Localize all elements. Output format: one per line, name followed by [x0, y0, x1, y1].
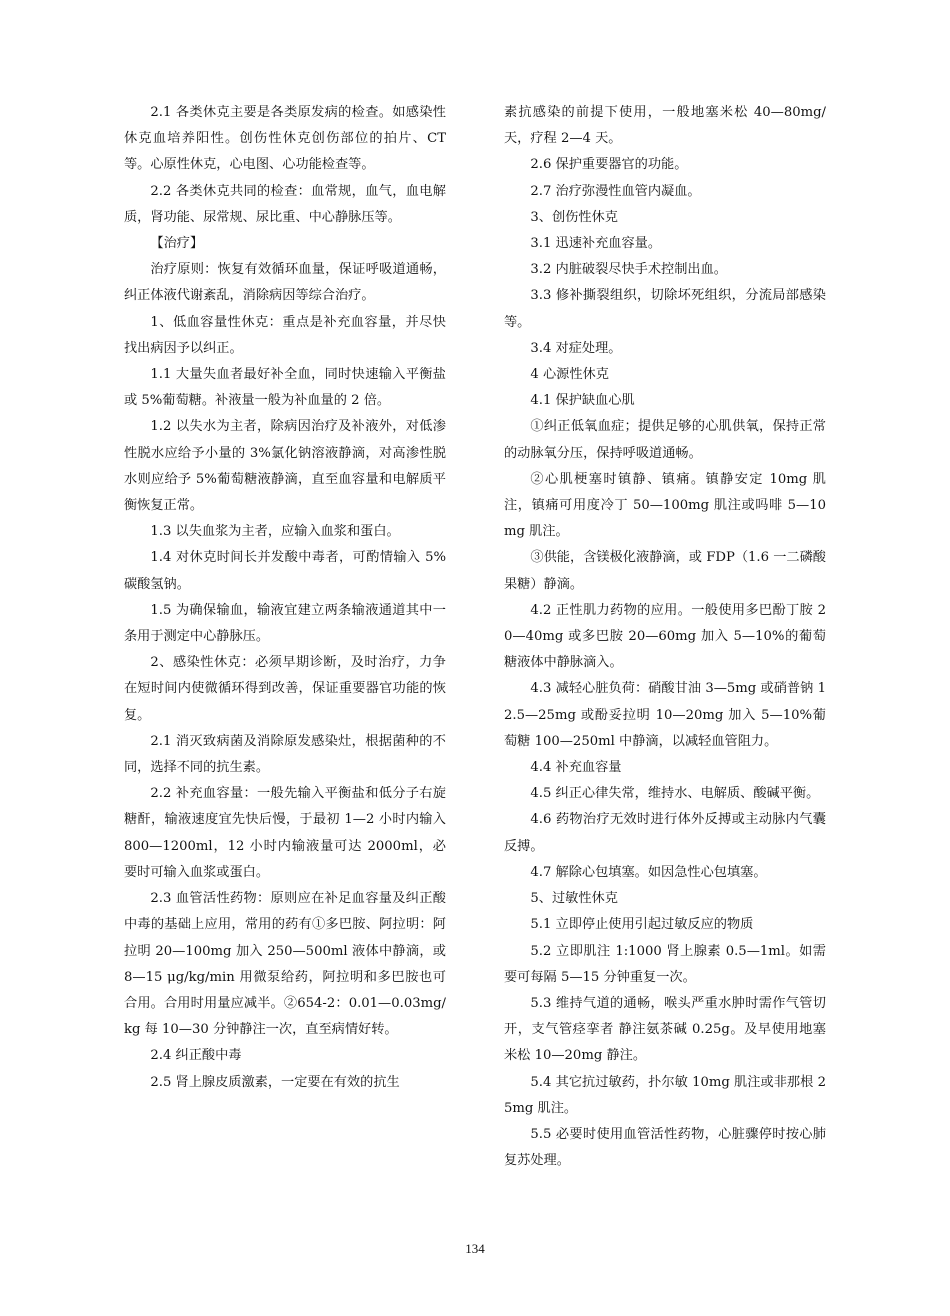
paragraph: 4 心源性休克 — [530, 367, 609, 383]
paragraph: 2、感染性休克：必须早期诊断，及时治疗，力争在短时间内使微循环得到改善，保证重要器官功能的恢复。 — [124, 655, 446, 723]
paragraph: 2.4 纠正酸中毒 — [150, 1048, 242, 1064]
paragraph: 2.7 治疗弥漫性血管内凝血。 — [530, 183, 701, 199]
paragraph: 2.2 补充血容量：一般先输入平衡盐和低分子右旋糖酐，输液速度宜先快后慢，于最初 1—2 小时内输入 800—1200ml，12 小时内输液量可达 2000ml，必要时可输入血浆或蛋白。 — [124, 786, 446, 880]
paragraph: 4.1 保护缺血心肌 — [530, 393, 635, 409]
paragraph: 1.1 大量失血者最好补全血，同时快速输入平衡盐或 5%葡萄糖。补液量一般为补血量的 2 倍。 — [124, 367, 446, 409]
section-heading-treatment: 【治疗】 — [150, 236, 204, 252]
paragraph: ②心肌梗塞时镇静、镇痛。镇静安定 10mg 肌注，镇痛可用度冷丁 50—100mg 肌注或吗啡 5—10mg 肌注。 — [504, 471, 826, 540]
paragraph: 3.1 迅速补充血容量。 — [530, 236, 662, 252]
right-text-column — [504, 100, 826, 1174]
paragraph: 5.1 立即停止使用引起过敏反应的物质 — [530, 917, 754, 933]
paragraph: 3、创伤性休克 — [530, 209, 618, 225]
paragraph: 3.3 修补撕裂组织，切除坏死组织，分流局部感染等。 — [504, 288, 826, 330]
paragraph: 5.5 必要时使用血管活性药物，心脏骤停时按心肺复苏处理。 — [504, 1126, 826, 1169]
paragraph: 5.2 立即肌注 1:1000 肾上腺素 0.5—1ml。如需要可每隔 5—15 分钟重复一次。 — [504, 943, 826, 985]
paragraph: 2.1 各类休克主要是各类原发病的检查。如感染性休克血培养阳性。创伤性休克创伤部位的拍片、CT 等。心原性休克，心电图、心功能检查等。 — [124, 105, 446, 173]
paragraph: 2.3 血管活性药物：原则应在补足血容量及纠正酸中毒的基础上应用，常用的药有①多巴胺、阿拉明：阿拉明 20—100mg 加入 250—500ml 液体中静滴，或 8—15 μg/kg/min 用微泵给药，阿拉明和多巴胺也可合用。合用时用量应减半。②654-2：0.01—0.03mg/kg 每 10—30 分钟静注一次，直至病情好转。 — [124, 891, 446, 1038]
paragraph: 4.2 正性肌力药物的应用。一般使用多巴酚丁胺 20—40mg 或多巴胺 20—60mg 加入 5—10%的葡萄糖液体中静脉滴入。 — [504, 602, 826, 671]
paragraph: 4.7 解除心包填塞。如因急性心包填塞。 — [530, 864, 767, 880]
paragraph: ③供能，含镁极化液静滴，或 FDP（1.6 一二磷酸果糖）静滴。 — [504, 550, 826, 592]
paragraph: 3.4 对症处理。 — [530, 340, 622, 356]
paragraph: 4.3 减轻心脏负荷：硝酸甘油 3—5mg 或硝普钠 12.5—25mg 或酚妥拉明 10—20mg 加入 5—10%葡萄糖 100—250ml 中静滴，以减轻血管阻力。 — [504, 681, 826, 749]
paragraph: 3.2 内脏破裂尽快手术控制出血。 — [530, 262, 727, 278]
paragraph: 5.4 其它抗过敏药，扑尔敏 10mg 肌注或非那根 25mg 肌注。 — [504, 1074, 826, 1116]
paragraph: 治疗原则：恢复有效循环血量，保证呼吸道通畅，纠正体液代谢紊乱，消除病因等综合治疗。 — [124, 262, 446, 304]
paragraph: 1.3 以失血浆为主者，应输入血浆和蛋白。 — [150, 524, 400, 540]
paragraph: 1、低血容量性休克：重点是补充血容量，并尽快找出病因予以纠正。 — [124, 314, 446, 356]
paragraph: 1.5 为确保输血，输液宜建立两条输液通道其中一条用于测定中心静脉压。 — [124, 602, 446, 645]
paragraph: 2.2 各类休克共同的检查：血常规，血气，血电解质，肾功能、尿常规、尿比重、中心静脉压等。 — [124, 183, 446, 225]
paragraph: ①纠正低氧血症；提供足够的心肌供氧，保持正常的动脉氧分压，保持呼吸道通畅。 — [504, 419, 826, 461]
paragraph: 4.5 纠正心律失常，维持水、电解质、酸碱平衡。 — [530, 786, 820, 802]
paragraph: 5.3 维持气道的通畅，喉头严重水肿时需作气管切开，支气管痉挛者 静注氨茶碱 0.25g。及早使用地塞米松 10—20mg 静注。 — [504, 995, 826, 1064]
page-number: 134 — [465, 1241, 485, 1256]
paragraph: 4.4 补充血容量 — [530, 760, 622, 776]
paragraph: 2.5 肾上腺皮质激素，一定要在有效的抗生 — [150, 1074, 400, 1090]
paragraph: 2.1 消灭致病菌及消除原发感染灶，根据菌种的不同，选择不同的抗生素。 — [124, 733, 446, 776]
paragraph: 素抗感染的前提下使用，一般地塞米松 40—80mg/天，疗程 2—4 天。 — [504, 105, 826, 147]
paragraph: 5、过敏性休克 — [530, 891, 618, 907]
left-text-column — [124, 100, 446, 1096]
paragraph: 4.6 药物治疗无效时进行体外反搏或主动脉内气囊反搏。 — [504, 812, 826, 854]
paragraph: 2.6 保护重要器官的功能。 — [530, 157, 688, 173]
paragraph: 1.4 对休克时间长并发酸中毒者，可酌情输入 5%碳酸氢钠。 — [124, 550, 446, 592]
paragraph: 1.2 以失水为主者，除病因治疗及补液外，对低渗性脱水应给予小量的 3%氯化钠溶液静滴，对高渗性脱水则应给予 5%葡萄糖液静滴，直至血容量和电解质平衡恢复正常。 — [124, 419, 446, 514]
